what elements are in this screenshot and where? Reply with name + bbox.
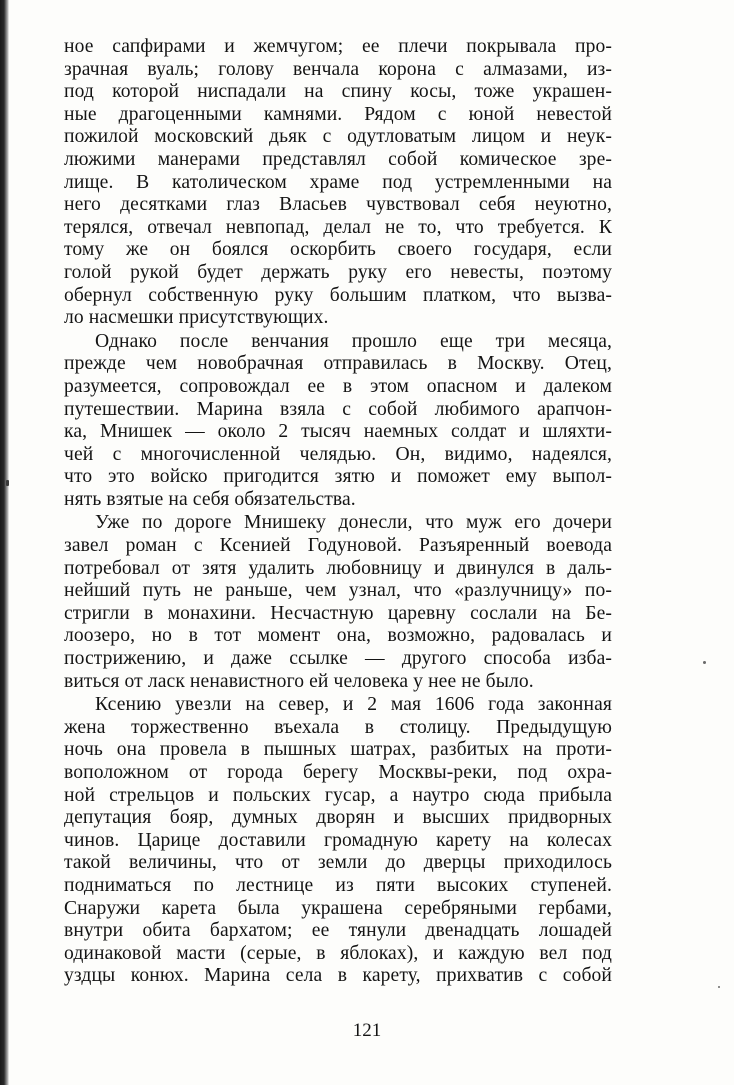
text-line: Снаружи карета была украшена серебряными гербами, [64,897,612,919]
text-line: пострижению, и даже ссылке — другого способа изба- [64,648,612,670]
text-line: обернул собственную руку большим платком, что вызва- [64,284,612,306]
text-line: ночь она провела в пышных шатрах, разбитых на проти- [64,739,612,761]
text-line: виться от ласк ненавистного ей человека у нее не было. [64,670,534,692]
text-line: нейший путь не раньше, чем узнал, что «разлучницу» по- [64,580,612,602]
scan-speck [703,661,706,664]
text-line: лище. В католическом храме под устремленными на [64,171,612,193]
text-line: потребовал от зятя удалить любовницу и двинулся в даль- [64,557,612,579]
scan-speck [718,986,720,988]
text-line: под которой ниспадали на спину косы, тоже украшен- [64,81,612,103]
text-line: Ксению увезли на север, и 2 мая 1606 года законная [95,694,612,716]
text-line: ные драгоценными камнями. Рядом с юной невестой [64,103,612,125]
text-line: ка, Мнишек — около 2 тысяч наемных солдат и шляхти- [64,421,612,443]
text-line: такой величины, что от земли до дверцы приходилось [64,852,612,874]
text-line: внутри обита бархатом; ее тянули двенадцать лошадей [64,920,612,942]
text-line: голой рукой будет держать руку его невесты, поэтому [64,261,612,283]
text-line: лоозеро, но в тот момент она, возможно, радовалась и [64,625,612,647]
text-line: Уже по дороге Мнишеку донесли, что муж его дочери [95,512,612,534]
text-line: стригли в монахини. Несчастную царевну сослали на Бе- [64,602,612,624]
text-line: терялся, отвечал невпопад, делал не то, что требуется. К [64,216,612,238]
text-line: Однако после венчания прошло еще три месяца, [95,330,612,352]
text-line: путешествии. Марина взяла с собой любимого арапчон- [64,398,612,420]
paragraph-2 [64,331,612,512]
text-line: тому же он боялся оскорбить своего государя, если [64,239,612,261]
text-line: воположном от города берегу Москвы-реки, под охра- [64,762,612,783]
text-line: разумеется, сопровождал ее в этом опасном и далеком [64,375,612,397]
text-line: одинаковой масти (серые, в яблоках), и каждую вел под [64,942,612,964]
text-line: жена торжественно въехала в столицу. Предыдущую [64,716,612,738]
page-number: 121 [352,1020,382,1041]
text-line: что это войско пригодится зятю и поможет ему выпол- [64,466,612,488]
text-line: ло насмешки присутствующих. [64,307,329,329]
text-line: завел роман с Ксенией Годуновой. Разъяренный воевода [64,535,612,557]
scan-speck [6,480,9,486]
text-line: подниматься по лестнице из пяти высоких ступеней. [64,874,612,896]
text-line: люжими манерами представлял собой комическое зре- [64,148,612,170]
text-line: него десятками глаз Власьев чувствовал себя неуютно, [64,194,612,216]
text-line: пожилой московский дьяк с одутловатым лицом и неук- [64,126,612,148]
text-line: прежде чем новобрачная отправилась в Москву. Отец, [64,353,612,375]
text-line: зрачная вуаль; голову венчала корона с алмазами, из- [64,58,612,80]
text-line: депутация бояр, думных дворян и высших придворных [64,807,612,829]
text-line: ное сапфирами и жемчугом; ее плечи покрывала про- [64,36,612,57]
text-line: чинов. Царице доставили громадную карету на колесах [64,829,612,851]
text-line: уздцы конюх. Марина села в карету, прихватив с собой [64,965,612,987]
text-line: ной стрельцов и польских гусар, а наутро сюда прибыла [64,784,612,806]
body-text [64,36,612,989]
paragraph-1 [64,36,612,330]
paragraph-4 [64,694,612,988]
text-line: чей с многочисленной челядью. Он, видимо, надеялся, [64,443,612,465]
page-spine-shadow [0,0,9,1085]
paragraph-3 [64,512,612,693]
text-line: нять взятые на себя обязательства. [64,488,356,510]
